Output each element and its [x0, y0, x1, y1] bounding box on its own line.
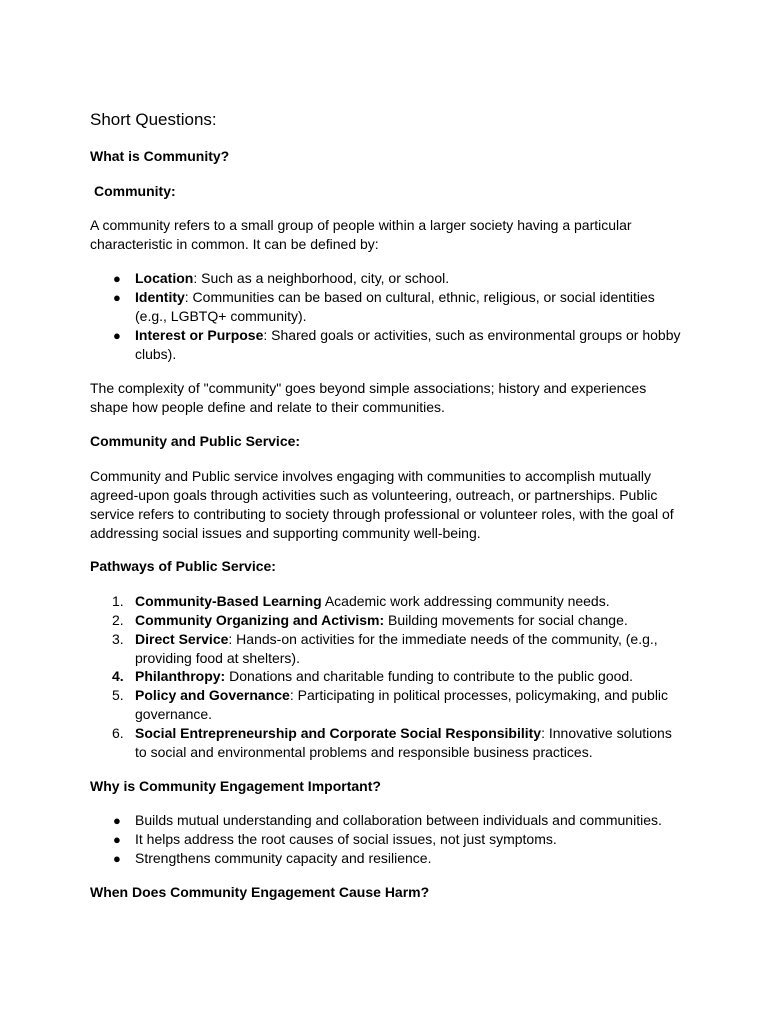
cps-line-3: service refers to contributing to society through professional or volunteer roles, with the goal of: [90, 506, 674, 522]
pathway-item: [135, 724, 672, 743]
cps-line-1: Community and Public service involves engaging with communities to accomplish mutually: [90, 468, 652, 484]
why-item: Builds mutual understanding and collaboration between individuals and communities.: [135, 812, 662, 828]
def-item-identity: [135, 288, 655, 307]
pathway-item: [135, 611, 628, 630]
community-heading: Community:: [94, 183, 176, 199]
pathway-item-cont: governance.: [135, 706, 213, 722]
list-number: 4.: [112, 668, 124, 684]
pathway-label: Community Organizing and Activism:: [135, 612, 385, 628]
pathway-item: [135, 686, 668, 705]
def-item-identity-cont: (e.g., LGBTQ+ community).: [135, 308, 307, 324]
list-number: 3.: [112, 631, 124, 647]
def-text: : Communities can be based on cultural, ethnic, religious, or social identities: [184, 289, 655, 305]
pathway-item-cont: to social and environmental problems and responsible business practices.: [135, 744, 593, 760]
complexity-line-1: The complexity of "community" goes beyond simple associations; history and experiences: [90, 380, 647, 396]
pathway-item: [135, 667, 633, 686]
pathways-heading: Pathways of Public Service:: [90, 558, 276, 574]
page-title: Short Questions:: [90, 110, 217, 129]
question-what-is-community: What is Community?: [90, 148, 230, 164]
pathway-text: Building movements for social change.: [384, 612, 628, 628]
def-item-interest-cont: clubs).: [135, 346, 177, 362]
cps-line-4: addressing social issues and supporting community well-being.: [90, 525, 481, 541]
pathway-text: : Innovative solutions: [541, 725, 672, 741]
def-item-interest: [135, 326, 681, 345]
pathway-item-cont: providing food at shelters).: [135, 650, 300, 666]
pathway-label: Policy and Governance: [135, 687, 290, 703]
intro-line-2: characteristic in common. It can be defined by:: [90, 236, 379, 252]
bullet-marker: ●: [113, 813, 121, 828]
pathway-item: [135, 630, 658, 649]
def-text: : Such as a neighborhood, city, or school.: [193, 270, 450, 286]
list-number: 6.: [112, 725, 124, 741]
pathway-label: Social Entrepreneurship and Corporate Social Responsibility: [135, 725, 542, 741]
pathway-text: : Participating in political processes, policymaking, and public: [289, 687, 669, 703]
pathway-text: : Hands-on activities for the immediate needs of the community, (e.g.,: [228, 631, 658, 647]
pathway-label: Direct Service: [135, 631, 229, 647]
bullet-marker: ●: [113, 328, 121, 343]
pathway-label: Community-Based Learning: [135, 593, 322, 609]
def-item-location: [135, 269, 449, 288]
cps-line-2: agreed-upon goals through activities such as volunteering, outreach, or partnerships. Public: [90, 487, 658, 503]
complexity-line-2: shape how people define and relate to their communities.: [90, 399, 445, 415]
def-text: : Shared goals or activities, such as environmental groups or hobby: [263, 327, 681, 343]
def-label: Location: [135, 270, 194, 286]
community-public-service-heading: Community and Public Service:: [90, 433, 301, 449]
pathway-text: Donations and charitable funding to contribute to the public good.: [225, 668, 634, 684]
bullet-marker: ●: [113, 271, 121, 286]
pathway-text: Academic work addressing community needs.: [321, 593, 610, 609]
list-number: 2.: [112, 612, 124, 628]
why-heading: Why is Community Engagement Important?: [90, 778, 381, 794]
list-number: 1.: [112, 593, 124, 609]
pathway-item: [135, 592, 610, 611]
intro-line-1: A community refers to a small group of people within a larger society having a particular: [90, 217, 632, 233]
bullet-marker: ●: [113, 832, 121, 847]
def-label: Identity: [135, 289, 185, 305]
def-label: Interest or Purpose: [135, 327, 264, 343]
harm-heading: When Does Community Engagement Cause Harm?: [90, 884, 430, 900]
list-number: 5.: [112, 687, 124, 703]
bullet-marker: ●: [113, 290, 121, 305]
bullet-marker: ●: [113, 851, 121, 866]
why-item: Strengthens community capacity and resilience.: [135, 850, 432, 866]
why-item: It helps address the root causes of social issues, not just symptoms.: [135, 831, 557, 847]
pathway-label: Philanthropy:: [135, 668, 226, 684]
